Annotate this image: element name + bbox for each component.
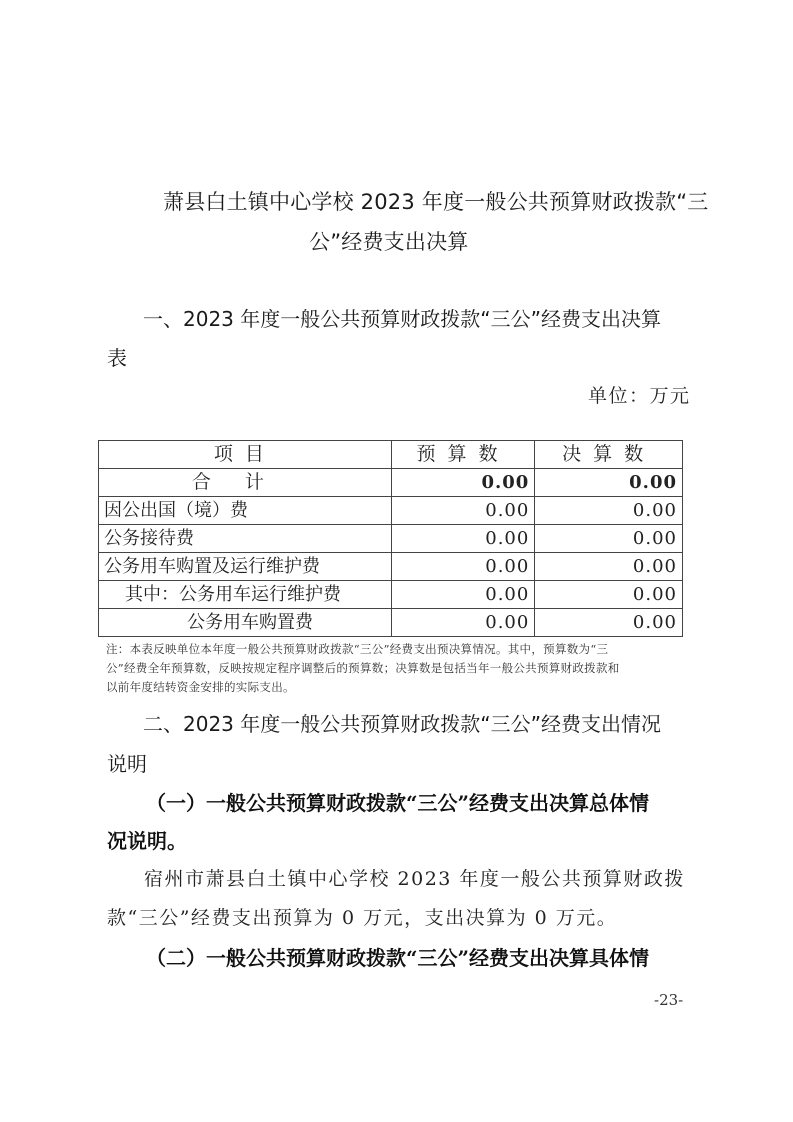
row-label: 公务接待费 [99, 525, 392, 553]
header-budget: 预算数 [391, 441, 535, 469]
table-note-line3: 以前年度结转资金安排的实际支出。 [106, 680, 295, 694]
table-row [99, 609, 683, 637]
row-budget: 0.00 [391, 581, 535, 609]
row-label: 合计 [99, 469, 392, 497]
table-row-total [99, 469, 683, 497]
row-label: 因公出国（境）费 [99, 497, 392, 525]
row-final: 0.00 [535, 525, 683, 553]
row-label: 公务用车购置费 [99, 609, 392, 637]
table-header-row [99, 441, 683, 469]
row-budget: 0.00 [391, 497, 535, 525]
paragraph1-line1: 宿州市萧县白土镇中心学校 2023 年度一般公共预算财政拨 [144, 868, 685, 890]
table-row [99, 525, 683, 553]
document-title-line2: 公”经费支出决算 [309, 230, 469, 254]
row-final: 0.00 [535, 553, 683, 581]
row-final: 0.00 [535, 469, 683, 497]
section2-heading-line2: 说明 [107, 752, 147, 776]
header-item: 项目 [99, 441, 392, 469]
row-budget: 0.00 [391, 469, 535, 497]
row-final: 0.00 [535, 581, 683, 609]
document-title-line1: 萧县白土镇中心学校 2023 年度一般公共预算财政拨款“三 [163, 190, 709, 214]
unit-label: 单位：万元 [588, 385, 691, 407]
table-row [99, 497, 683, 525]
row-label: 其中：公务用车运行维护费 [99, 581, 392, 609]
header-final: 决算数 [535, 441, 683, 469]
row-final: 0.00 [535, 609, 683, 637]
table-note-line1: 注：本表反映单位本年度一般公共预算财政拨款“三公”经费支出预决算情况。其中，预算数为“三 [106, 642, 609, 656]
three-public-expenses-table [98, 440, 683, 637]
row-budget: 0.00 [391, 553, 535, 581]
section1-heading-line1: 一、2023 年度一般公共预算财政拨款“三公”经费支出决算 [143, 307, 661, 331]
page-number: -23- [654, 991, 684, 1009]
row-budget: 0.00 [391, 525, 535, 553]
row-budget: 0.00 [391, 609, 535, 637]
subsection2-heading-line1: （二）一般公共预算财政拨款“三公”经费支出决算具体情 [146, 946, 650, 970]
table-row [99, 581, 683, 609]
section2-heading-line1: 二、2023 年度一般公共预算财政拨款“三公”经费支出情况 [143, 712, 661, 736]
table-note-line2: 公”经费全年预算数，反映按规定程序调整后的预算数；决算数是包括当年一般公共预算财政拨款和 [106, 661, 620, 675]
table-row [99, 553, 683, 581]
row-final: 0.00 [535, 497, 683, 525]
row-label: 公务用车购置及运行维护费 [99, 553, 392, 581]
subsection1-heading-line2: 况说明。 [107, 829, 187, 853]
subsection1-heading-line1: （一）一般公共预算财政拨款“三公”经费支出决算总体情 [146, 791, 650, 815]
section1-heading-line2: 表 [107, 346, 127, 370]
paragraph1-line2: 款“三公”经费支出预算为 0 万元，支出决算为 0 万元。 [107, 907, 618, 929]
